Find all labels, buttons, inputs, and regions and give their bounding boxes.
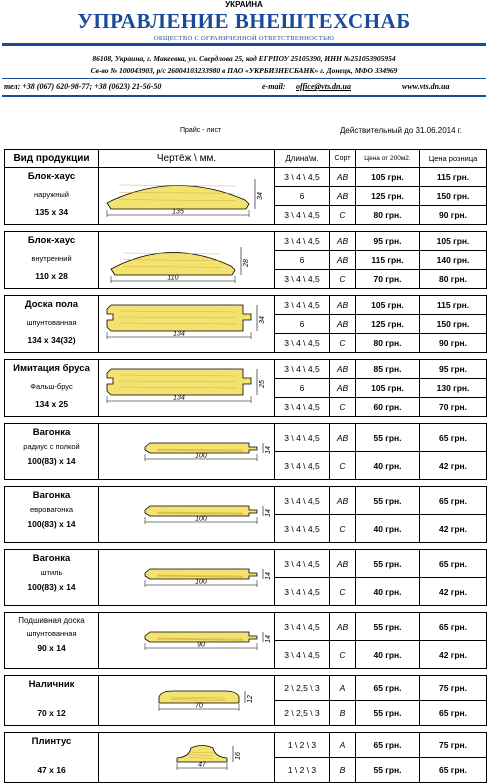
drawing-cell	[99, 232, 275, 289]
table-row	[5, 676, 487, 701]
bulk-price-cell: 70 грн.	[356, 270, 420, 289]
sort-cell: АВ	[330, 187, 356, 206]
retail-price-cell: 42 грн.	[420, 578, 487, 606]
product-title: Вагонка	[32, 427, 71, 438]
product-subtitle: штиль	[40, 568, 63, 577]
height-dimension-label: 34	[257, 191, 264, 200]
product-title: Доска пола	[24, 299, 79, 310]
bulk-price-cell: 55 грн.	[356, 758, 420, 783]
table-row	[5, 733, 487, 758]
bulk-price-cell: 95 грн.	[356, 232, 420, 251]
sort-cell: АВ	[330, 251, 356, 270]
table-row	[5, 360, 487, 379]
bulk-price-cell: 65 грн.	[356, 733, 420, 758]
sort-cell: АВ	[330, 360, 356, 379]
phone-numbers: тел: +38 (067) 620-98-77; +38 (0623) 21-56-50	[4, 82, 162, 91]
contacts-line	[4, 82, 484, 94]
table-row	[5, 168, 487, 187]
separator-cell	[5, 417, 487, 424]
length-cell: 3 \ 4 \ 4,5	[275, 296, 330, 315]
length-cell: 3 \ 4 \ 4,5	[275, 487, 330, 515]
address-line-1: 86108, Украина, г. Макеевка, ул. Свердлова 25, код ЕГРПОУ 25105390, ИНН №251053905954	[92, 54, 396, 63]
block-separator	[5, 417, 487, 424]
separator-cell	[5, 353, 487, 360]
retail-price-cell: 65 грн.	[420, 550, 487, 578]
sort-cell: А	[330, 676, 356, 701]
product-size: 100(83) х 14	[27, 519, 76, 529]
profile-shape	[107, 185, 249, 209]
bulk-price-cell: 55 грн.	[356, 613, 420, 641]
retail-price-cell: 150 грн.	[420, 315, 487, 334]
height-dimension-label: 25	[259, 379, 266, 388]
sort-cell: С	[330, 515, 356, 543]
table-row	[5, 550, 487, 578]
length-cell: 6	[275, 187, 330, 206]
drawing-cell	[99, 733, 275, 783]
website-link[interactable]: www.vts.dn.ua	[402, 82, 450, 91]
length-cell: 3 \ 4 \ 4,5	[275, 550, 330, 578]
product-subtitle: радиус с полкой	[23, 442, 80, 451]
bulk-price-cell: 40 грн.	[356, 515, 420, 543]
height-dimension-label: 34	[259, 315, 266, 324]
bulk-price-cell: 40 грн.	[356, 578, 420, 606]
sort-cell: С	[330, 578, 356, 606]
retail-price-cell: 140 грн.	[420, 251, 487, 270]
retail-price-cell: 65 грн.	[420, 613, 487, 641]
length-cell: 3 \ 4 \ 4,5	[275, 232, 330, 251]
product-size: 90 х 14	[37, 643, 66, 653]
separator-cell	[5, 543, 487, 550]
profile-drawing	[99, 677, 273, 725]
product-size: 100(83) х 14	[27, 456, 76, 466]
retail-price-cell: 95 грн.	[420, 360, 487, 379]
product-title: Имитация бруса	[13, 363, 90, 374]
sort-cell: АВ	[330, 232, 356, 251]
product-title: Плинтус	[31, 736, 72, 747]
col-sort: Сорт	[330, 150, 356, 168]
product-size: 100(83) х 14	[27, 582, 76, 592]
retail-price-cell: 42 грн.	[420, 641, 487, 669]
product-subtitle: евровагонка	[29, 505, 74, 514]
product-title: Наличник	[28, 679, 75, 690]
retail-price-cell: 65 грн.	[420, 701, 487, 726]
profile-drawing	[99, 233, 273, 288]
valid-until: Действительный до 31.06.2014 г.	[340, 126, 462, 135]
col-drawing: Чертёж \ мм.	[99, 150, 275, 168]
company-name: УПРАВЛЕНИЕ ВНЕШТЕХСНАБ	[77, 9, 411, 33]
product-subtitle: шпунтованная	[26, 629, 77, 638]
height-dimension-label: 12	[247, 694, 254, 703]
length-cell: 3 \ 4 \ 4,5	[275, 578, 330, 606]
product-cell	[5, 676, 99, 726]
col-product: Вид продукции	[5, 150, 99, 168]
profile-drawing	[99, 614, 273, 668]
drawing-cell	[99, 424, 275, 480]
retail-price-cell: 150 грн.	[420, 187, 487, 206]
table-row	[5, 232, 487, 251]
product-cell	[5, 550, 99, 606]
block-separator	[5, 480, 487, 487]
retail-price-cell: 65 грн.	[420, 487, 487, 515]
sort-cell: В	[330, 758, 356, 783]
block-separator	[5, 726, 487, 733]
product-subtitle: Фальш-брус	[30, 382, 73, 391]
bulk-price-cell: 55 грн.	[356, 424, 420, 452]
product-cell	[5, 296, 99, 353]
length-cell: 1 \ 2 \ 3	[275, 758, 330, 783]
product-cell	[5, 613, 99, 669]
product-title: Вагонка	[32, 553, 71, 564]
length-cell: 2 \ 2,5 \ 3	[275, 701, 330, 726]
length-cell: 6	[275, 315, 330, 334]
separator-cell	[5, 606, 487, 613]
product-subtitle	[5, 751, 98, 760]
bulk-price-cell: 65 грн.	[356, 676, 420, 701]
width-dimension-label: 135	[172, 208, 184, 215]
sort-cell: С	[330, 270, 356, 289]
separator-cell	[5, 726, 487, 733]
col-price-bulk: Цена от 200м2.	[356, 150, 420, 168]
bulk-price-cell: 55 грн.	[356, 550, 420, 578]
length-cell: 3 \ 4 \ 4,5	[275, 424, 330, 452]
length-cell: 3 \ 4 \ 4,5	[275, 206, 330, 225]
table-row	[5, 613, 487, 641]
height-dimension-label: 14	[265, 445, 272, 454]
width-dimension-label: 134	[173, 330, 185, 337]
drawing-cell	[99, 676, 275, 726]
country-label: УКРАИНА	[225, 0, 263, 9]
product-size: 47 х 16	[37, 765, 66, 775]
bulk-price-cell: 125 грн.	[356, 187, 420, 206]
pricelist-label: Прайс - лист	[180, 127, 222, 134]
retail-price-cell: 105 грн.	[420, 232, 487, 251]
bulk-price-cell: 80 грн.	[356, 206, 420, 225]
product-cell	[5, 232, 99, 289]
retail-price-cell: 80 грн.	[420, 270, 487, 289]
length-cell: 3 \ 4 \ 4,5	[275, 515, 330, 543]
retail-price-cell: 65 грн.	[420, 758, 487, 783]
bulk-price-cell: 105 грн.	[356, 379, 420, 398]
drawing-cell	[99, 613, 275, 669]
table-header-row	[5, 150, 487, 168]
retail-price-cell: 130 грн.	[420, 379, 487, 398]
profile-drawing	[99, 169, 273, 224]
retail-price-cell: 90 грн.	[420, 334, 487, 353]
drawing-cell	[99, 296, 275, 353]
contacts-divider	[2, 95, 486, 97]
table-row	[5, 424, 487, 452]
sort-cell: АВ	[330, 550, 356, 578]
bulk-price-cell: 60 грн.	[356, 398, 420, 417]
drawing-cell	[99, 360, 275, 417]
address-divider	[2, 78, 486, 79]
profile-drawing	[99, 297, 273, 352]
bulk-price-cell: 55 грн.	[356, 487, 420, 515]
block-separator	[5, 289, 487, 296]
bulk-price-cell: 105 грн.	[356, 168, 420, 187]
width-dimension-label: 47	[198, 761, 206, 768]
profile-shape	[177, 745, 227, 762]
profile-shape	[111, 252, 235, 275]
sort-cell: АВ	[330, 487, 356, 515]
width-dimension-label: 100	[195, 452, 207, 459]
product-subtitle: шпунтованная	[26, 318, 77, 327]
product-size: 135 х 34	[34, 207, 69, 217]
width-dimension-label: 90	[197, 641, 205, 648]
bulk-price-cell: 80 грн.	[356, 334, 420, 353]
width-dimension-label: 100	[195, 578, 207, 585]
bulk-price-cell: 125 грн.	[356, 315, 420, 334]
product-title: Блок-хаус	[27, 171, 76, 182]
sort-cell: АВ	[330, 296, 356, 315]
block-separator	[5, 543, 487, 550]
sort-cell: С	[330, 334, 356, 353]
height-dimension-label: 14	[265, 571, 272, 580]
profile-drawing	[99, 551, 273, 605]
length-cell: 3 \ 4 \ 4,5	[275, 398, 330, 417]
retail-price-cell: 115 грн.	[420, 296, 487, 315]
product-size: 134 х 25	[34, 399, 69, 409]
sort-cell: С	[330, 641, 356, 669]
product-cell	[5, 168, 99, 225]
width-dimension-label: 110	[167, 274, 179, 281]
bulk-price-cell: 105 грн.	[356, 296, 420, 315]
address-line-2: Св-во № 100043903, р/с 26004103233980 в ПАО «УКРБИЗНЕСБАНК» г. Донецк, МФО 334969	[90, 66, 398, 75]
retail-price-cell: 70 грн.	[420, 398, 487, 417]
sort-cell: В	[330, 701, 356, 726]
retail-price-cell: 42 грн.	[420, 452, 487, 480]
header-divider	[2, 43, 486, 46]
profile-drawing	[99, 361, 273, 416]
product-size: 70 х 12	[37, 708, 66, 718]
drawing-cell	[99, 487, 275, 543]
length-cell: 3 \ 4 \ 4,5	[275, 641, 330, 669]
retail-price-cell: 65 грн.	[420, 424, 487, 452]
separator-cell	[5, 225, 487, 232]
sort-cell: С	[330, 452, 356, 480]
product-cell	[5, 733, 99, 783]
profile-drawing	[99, 734, 273, 782]
height-dimension-label: 28	[243, 258, 250, 267]
product-cell	[5, 424, 99, 480]
length-cell: 3 \ 4 \ 4,5	[275, 168, 330, 187]
length-cell: 2 \ 2,5 \ 3	[275, 676, 330, 701]
block-separator	[5, 225, 487, 232]
product-title: Подшивная доска	[18, 616, 85, 625]
sort-cell: АВ	[330, 424, 356, 452]
col-price-retail: Цена розница	[420, 150, 487, 168]
retail-price-cell: 75 грн.	[420, 733, 487, 758]
product-size: 110 х 28	[35, 271, 68, 281]
retail-price-cell: 75 грн.	[420, 676, 487, 701]
product-subtitle: внутренний	[31, 254, 72, 263]
bulk-price-cell: 55 грн.	[356, 701, 420, 726]
height-dimension-label: 16	[235, 751, 242, 760]
bulk-price-cell: 40 грн.	[356, 452, 420, 480]
drawing-cell	[99, 168, 275, 225]
product-subtitle	[5, 694, 98, 703]
email-link[interactable]: office@vts.dn.ua	[296, 82, 351, 91]
width-dimension-label: 100	[195, 515, 207, 522]
product-size: 134 х 34(32)	[27, 335, 76, 345]
profile-drawing	[99, 488, 273, 542]
profile-drawing	[99, 425, 273, 479]
length-cell: 3 \ 4 \ 4,5	[275, 360, 330, 379]
sort-cell: АВ	[330, 379, 356, 398]
email-label: e-mail:	[262, 82, 286, 91]
product-title: Вагонка	[32, 490, 71, 501]
retail-price-cell: 42 грн.	[420, 515, 487, 543]
separator-cell	[5, 480, 487, 487]
product-cell	[5, 487, 99, 543]
retail-price-cell: 90 грн.	[420, 206, 487, 225]
bulk-price-cell: 85 грн.	[356, 360, 420, 379]
sort-cell: АВ	[330, 315, 356, 334]
block-separator	[5, 606, 487, 613]
product-title: Блок-хаус	[27, 235, 76, 246]
col-length: Длина\м.	[275, 150, 330, 168]
retail-price-cell: 115 грн.	[420, 168, 487, 187]
table-row	[5, 296, 487, 315]
sort-cell: С	[330, 206, 356, 225]
sort-cell: АВ	[330, 168, 356, 187]
width-dimension-label: 134	[173, 394, 185, 401]
length-cell: 3 \ 4 \ 4,5	[275, 452, 330, 480]
block-separator	[5, 353, 487, 360]
sort-cell: АВ	[330, 613, 356, 641]
width-dimension-label: 70	[195, 702, 203, 709]
product-subtitle: наружный	[34, 190, 69, 199]
height-dimension-label: 14	[265, 508, 272, 517]
length-cell: 1 \ 2 \ 3	[275, 733, 330, 758]
sort-cell: С	[330, 398, 356, 417]
length-cell: 3 \ 4 \ 4,5	[275, 334, 330, 353]
bulk-price-cell: 40 грн.	[356, 641, 420, 669]
length-cell: 3 \ 4 \ 4,5	[275, 270, 330, 289]
separator-cell	[5, 669, 487, 676]
bulk-price-cell: 115 грн.	[356, 251, 420, 270]
table-row	[5, 487, 487, 515]
drawing-cell	[99, 550, 275, 606]
company-tagline: ОБЩЕСТВО С ОГРАНИЧЕННОЙ ОТВЕТСТВЕННОСТЬЮ	[153, 35, 335, 42]
block-separator	[5, 669, 487, 676]
length-cell: 3 \ 4 \ 4,5	[275, 613, 330, 641]
product-cell	[5, 360, 99, 417]
height-dimension-label: 14	[265, 634, 272, 643]
sort-cell: А	[330, 733, 356, 758]
separator-cell	[5, 289, 487, 296]
length-cell: 6	[275, 379, 330, 398]
length-cell: 6	[275, 251, 330, 270]
price-table	[4, 149, 487, 783]
